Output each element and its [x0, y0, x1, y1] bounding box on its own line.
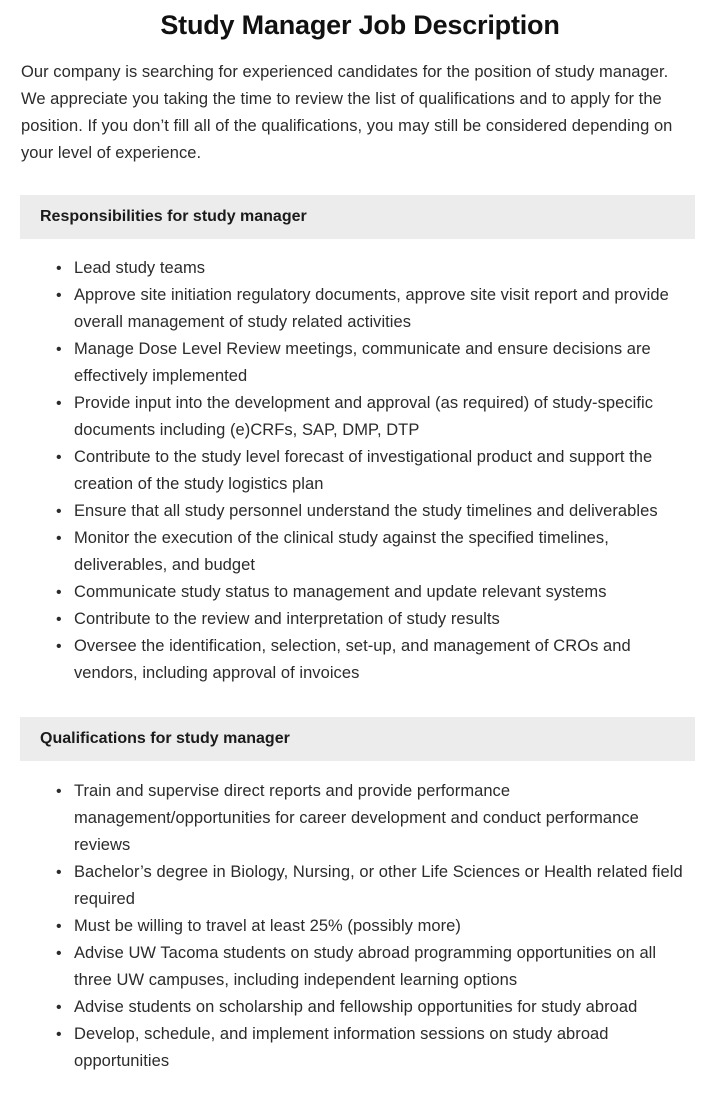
list-item: • Monitor the execution of the clinical study against the specified timelines, deliverables, and budget — [58, 525, 692, 579]
section-header-responsibilities: Responsibilities for study manager — [20, 195, 695, 239]
list-item: • Develop, schedule, and implement information sessions on study abroad opportunities — [58, 1021, 692, 1075]
list-item: • Contribute to the review and interpretation of study results — [58, 606, 692, 633]
list-item: • Approve site initiation regulatory documents, approve site visit report and provide overall management of study related activities — [58, 282, 692, 336]
list-item: • Advise UW Tacoma students on study abroad programming opportunities on all three UW campuses, including independent learning options — [58, 940, 692, 994]
page-title: Study Manager Job Description — [160, 10, 560, 40]
qualifications-list — [0, 761, 720, 1075]
list-item: • Ensure that all study personnel understand the study timelines and deliverables — [58, 498, 692, 525]
list-item: • Bachelor’s degree in Biology, Nursing, or other Life Sciences or Health related field required — [58, 859, 692, 913]
section-qualifications — [0, 717, 720, 1075]
list-item: • Communicate study status to management and update relevant systems — [58, 579, 692, 606]
list-item: • Advise students on scholarship and fellowship opportunities for study abroad — [58, 994, 692, 1021]
intro-paragraph: Our company is searching for experienced candidates for the position of study manager. We appreciate you taking the time to review the list of qualifications and to apply for the position. If you don’t fill all of the qualifications, you may still be considered depending on your level of experience. — [21, 63, 673, 162]
list-item: • Must be willing to travel at least 25% (possibly more) — [58, 913, 692, 940]
section-responsibilities — [0, 195, 720, 687]
list-item: • Oversee the identification, selection, set-up, and management of CROs and vendors, including approval of invoices — [58, 633, 692, 687]
list-item: • Lead study teams — [58, 255, 692, 282]
responsibilities-list — [0, 239, 720, 687]
list-item: • Train and supervise direct reports and provide performance management/opportunities for career development and conduct performance reviews — [58, 778, 692, 859]
list-item: • Provide input into the development and approval (as required) of study-specific documents including (e)CRFs, SAP, DMP, DTP — [58, 390, 692, 444]
list-item: • Contribute to the study level forecast of investigational product and support the creation of the study logistics plan — [58, 444, 692, 498]
section-header-qualifications: Qualifications for study manager — [20, 717, 695, 761]
list-item: • Manage Dose Level Review meetings, communicate and ensure decisions are effectively implemented — [58, 336, 692, 390]
